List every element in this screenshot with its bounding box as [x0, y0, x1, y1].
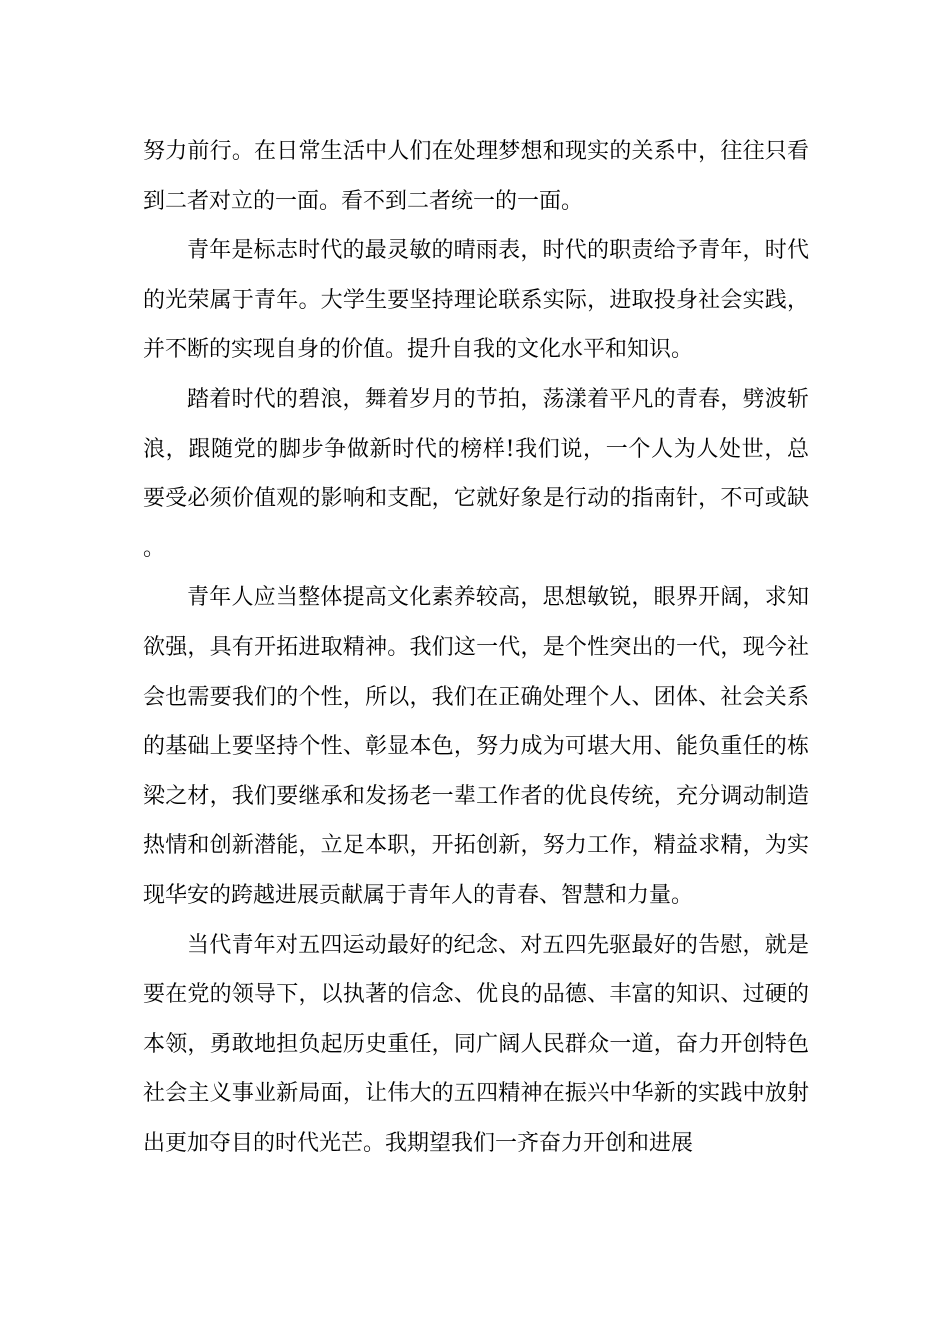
paragraph-1: 努力前行。在日常生活中人们在处理梦想和现实的关系中，往往只看到二者对立的一面。看不到二者统一的一面。 [143, 139, 809, 214]
document-body [143, 127, 809, 1168]
paragraph-3: 踏着时代的碧浪，舞着岁月的节拍，荡漾着平凡的青春，劈波斩浪，跟随党的脚步争做新时代的榜样!我们说，一个人为人处世，总要受必须价值观的影响和支配，它就好象是行动的指南针，不可或缺。 [143, 386, 809, 561]
paragraph-4: 青年人应当整体提高文化素养较高，思想敏锐，眼界开阔，求知欲强，具有开拓进取精神。我们这一代，是个性突出的一代，现今社会也需要我们的个性，所以，我们在正确处理个人、团体、社会关系的基础上要坚持个性、彰显本色，努力成为可堪大用、能负重任的栋梁之材，我们要继承和发扬老一辈工作者的优良传统，充分调动制造热情和创新潜能，立足本职，开拓创新，努力工作，精益求精，为实现华安的跨越进展贡献属于青年人的青春、智慧和力量。 [143, 585, 809, 908]
paragraph-5: 当代青年对五四运动最好的纪念、对五四先驱最好的告慰，就是要在党的领导下，以执著的信念、优良的品德、丰富的知识、过硬的本领，勇敢地担负起历史重任，同广阔人民群众一道，奋力开创特色社会主义事业新局面，让伟大的五四精神在振兴中华新的实践中放射出更加夺目的时代光芒。我期望我们一齐奋力开创和进展 [143, 932, 809, 1156]
paragraph-2: 青年是标志时代的最灵敏的晴雨表，时代的职责给予青年，时代的光荣属于青年。大学生要坚持理论联系实际，进取投身社会实践，并不断的实现自身的价值。提升自我的文化水平和知识。 [143, 238, 809, 363]
